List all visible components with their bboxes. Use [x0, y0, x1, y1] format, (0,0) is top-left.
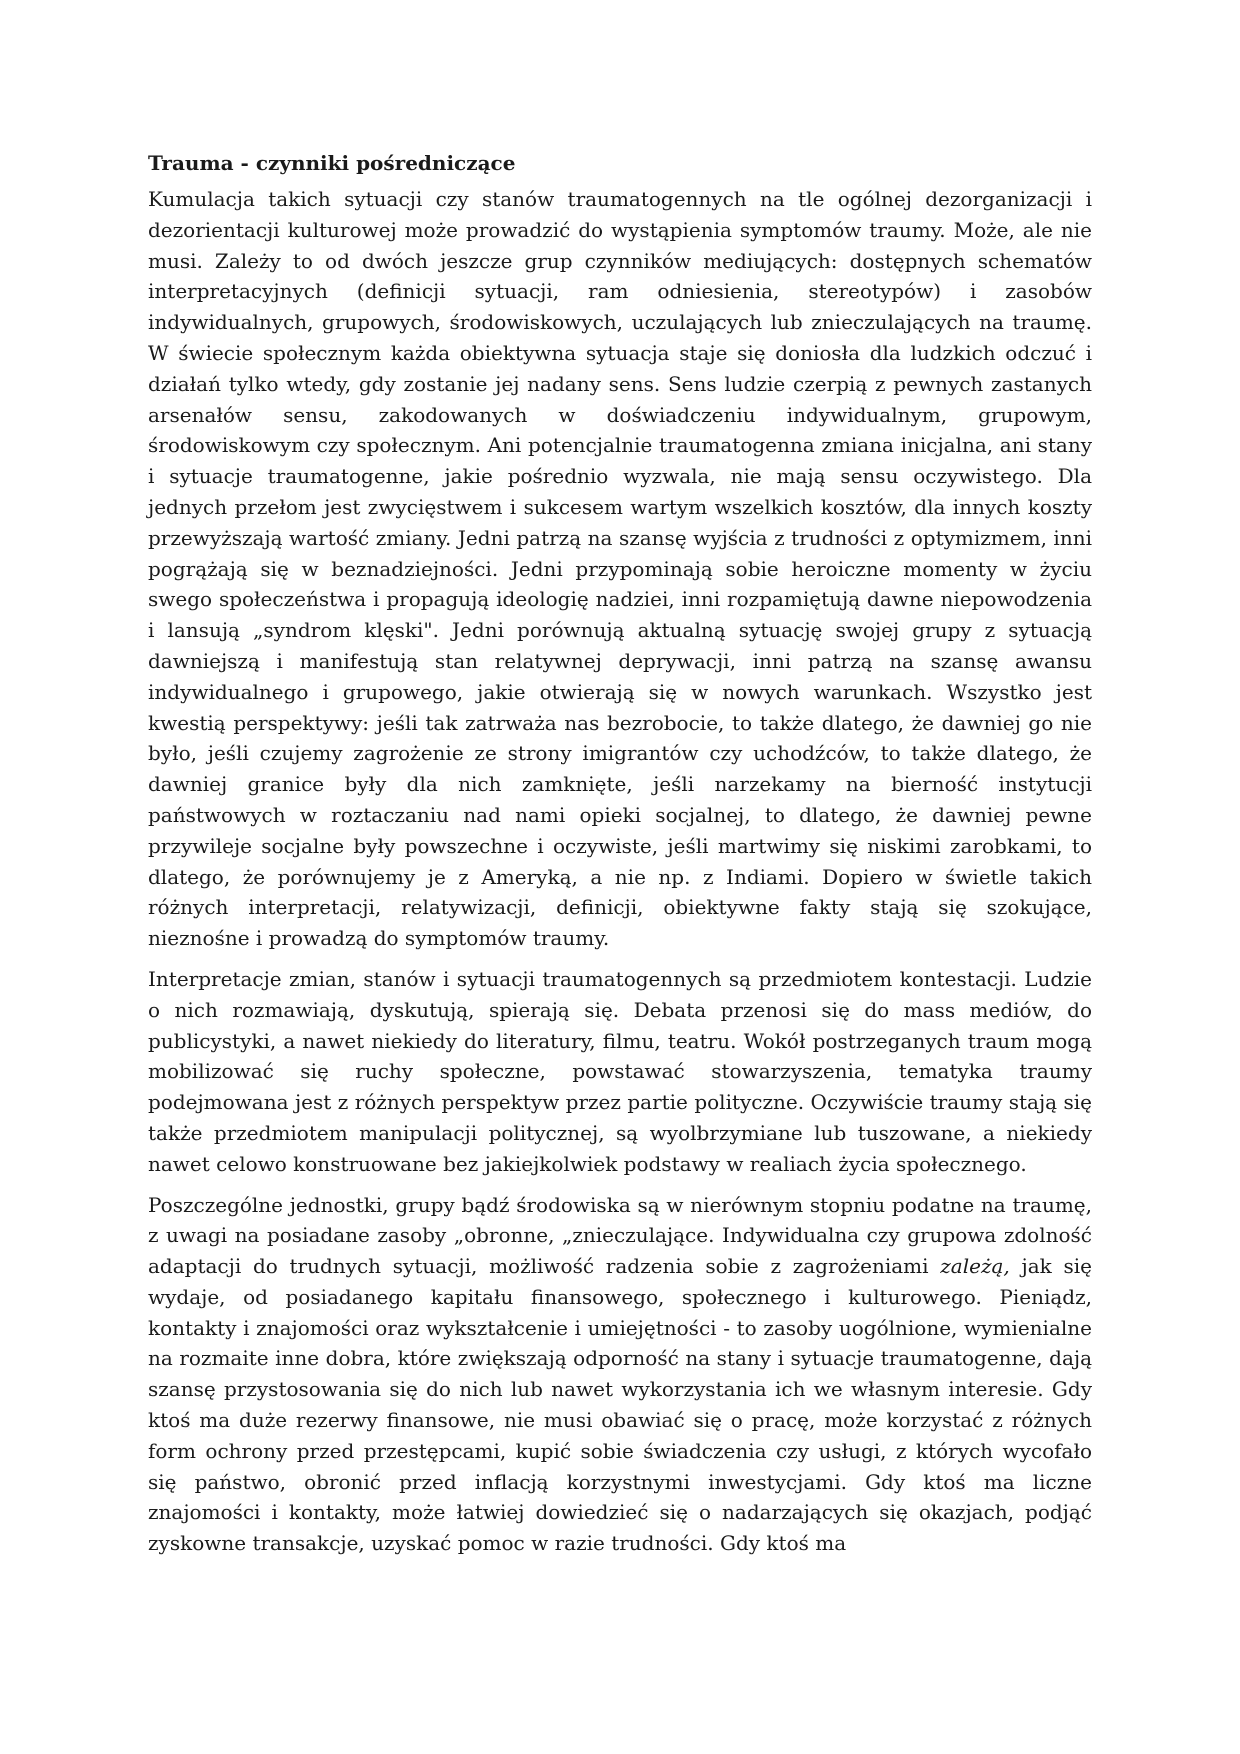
page-title: Trauma - czynniki pośredniczące: [148, 151, 516, 175]
paragraph-3-text-end: jak się wydaje, od posiadanego kapitału finansowego, społecznego i kulturowego. Pieniądz, kontakty i znajomości oraz wykształcenie i umiejętności - to zasoby uogólnione, wymienialne na rozmaite inne dobra, które zwiększają odporność na stany i sytuacje traumatogenne, dają szansę przystosowania się do nich lub nawet wykorzystania ich we własnym interesie. Gdy ktoś ma duże rezerwy finansowe, nie musi obawiać się o pracę, może korzystać z różnych form ochrony przed przestępcami, kupić sobie świadczenia czy usługi, z których wycofało się państwo, obronić przed inflacją korzystnymi inwestycjami. Gdy ktoś ma liczne znajomości i kontakty, może łatwiej dowiedzieć się o nadarzających się okazjach, podjąć zyskowne transakcje, uzyskać pomoc w razie trudności. Gdy ktoś ma: [148, 1254, 1092, 1556]
document-body: [148, 148, 1092, 1569]
paragraph-1: Kumulacja takich sytuacji czy stanów traumatogennych na tle ogólnej dezorganizacji i dezorientacji kulturowej może prowadzić do wystąpienia symptomów traumy. Może, ale nie musi. Zależy to od dwóch jeszcze grup czynników mediujących: dostępnych schematów interpretacyjnych (definicji sytuacji, ram odniesienia, stereotypów) i zasobów indywidualnych, grupowych, środowiskowych, uczulających lub znieczulających na traumę. W świecie społecznym każda obiektywna sytuacja staje się doniosła dla ludzkich odczuć i działań tylko wtedy, gdy zostanie jej nadany sens. Sens ludzie czerpią z pewnych zastanych arsenałów sensu, zakodowanych w doświadczeniu indywidualnym, grupowym, środowiskowym czy społecznym. Ani potencjalnie traumatogenna zmiana inicjalna, ani stany i sytuacje traumatogenne, jakie pośrednio wyzwala, nie mają sensu oczywistego. Dla jednych przełom jest zwycięstwem i sukcesem wartym wszelkich kosztów, dla innych koszty przewyższają wartość zmiany. Jedni patrzą na szansę wyjścia z trudności z optymizmem, inni pogrążają się w beznadziejności. Jedni przypominają sobie heroiczne momenty w życiu swego społeczeństwa i propagują ideologię nadziei, inni rozpamiętują dawne niepowodzenia i lansują „syndrom klęski". Jedni porównują aktualną sytuację swojej grupy z sytuacją dawniejszą i manifestują stan relatywnej deprywacji, inni patrzą na szansę awansu indywidualnego i grupowego, jakie otwierają się w nowych warunkach. Wszystko jest kwestią perspektywy: jeśli tak zatrważa nas bezrobocie, to także dlatego, że dawniej go nie było, jeśli czujemy zagrożenie ze strony imigrantów czy uchodźców, to także dlatego, że dawniej granice były dla nich zamknięte, jeśli narzekamy na bierność instytucji państwowych w roztaczaniu nad nami opieki socjalnej, to dlatego, że dawniej pewne przywileje socjalne były powszechne i oczywiste, jeśli martwimy się niskimi zarobkami, to dlatego, że porównujemy je z Ameryką, a nie np. z Indiami. Dopiero w świetle takich różnych interpretacji, relatywizacji, definicji, obiektywne fakty stają się szokujące, nieznośne i prowadzą do symptomów traumy.: [148, 187, 1092, 951]
paragraph-2: Interpretacje zmian, stanów i sytuacji traumatogennych są przedmiotem kontestacji. Ludzie o nich rozmawiają, dyskutują, spierają się. Debata przenosi się do mass mediów, do publicystyki, a nawet niekiedy do literatury, filmu, teatru. Wokół postrzeganych traum mogą mobilizować się ruchy społeczne, powstawać stowarzyszenia, tematyka traumy podejmowana jest z różnych perspektyw przez partie polityczne. Oczywiście traumy stają się także przedmiotem manipulacji politycznej, są wyolbrzymiane lub tuszowane, a niekiedy nawet celowo konstruowane bez jakiejkolwiek podstawy w realiach życia społecznego.: [148, 966, 1092, 1176]
paragraph-3: [148, 1190, 1092, 1560]
paragraph-3-emphasis: zależą,: [940, 1254, 1010, 1279]
paragraph-3-text-start: Poszczególne jednostki, grupy bądź środowiska są w nierównym stopniu podatne na traumę, z uwagi na posiadane zasoby „obronne, „znieczulające. Indywidualna czy grupowa zdolność adaptacji do trudnych sytuacji, możliwość radzenia sobie z zagrożeniami: [148, 1192, 1092, 1279]
